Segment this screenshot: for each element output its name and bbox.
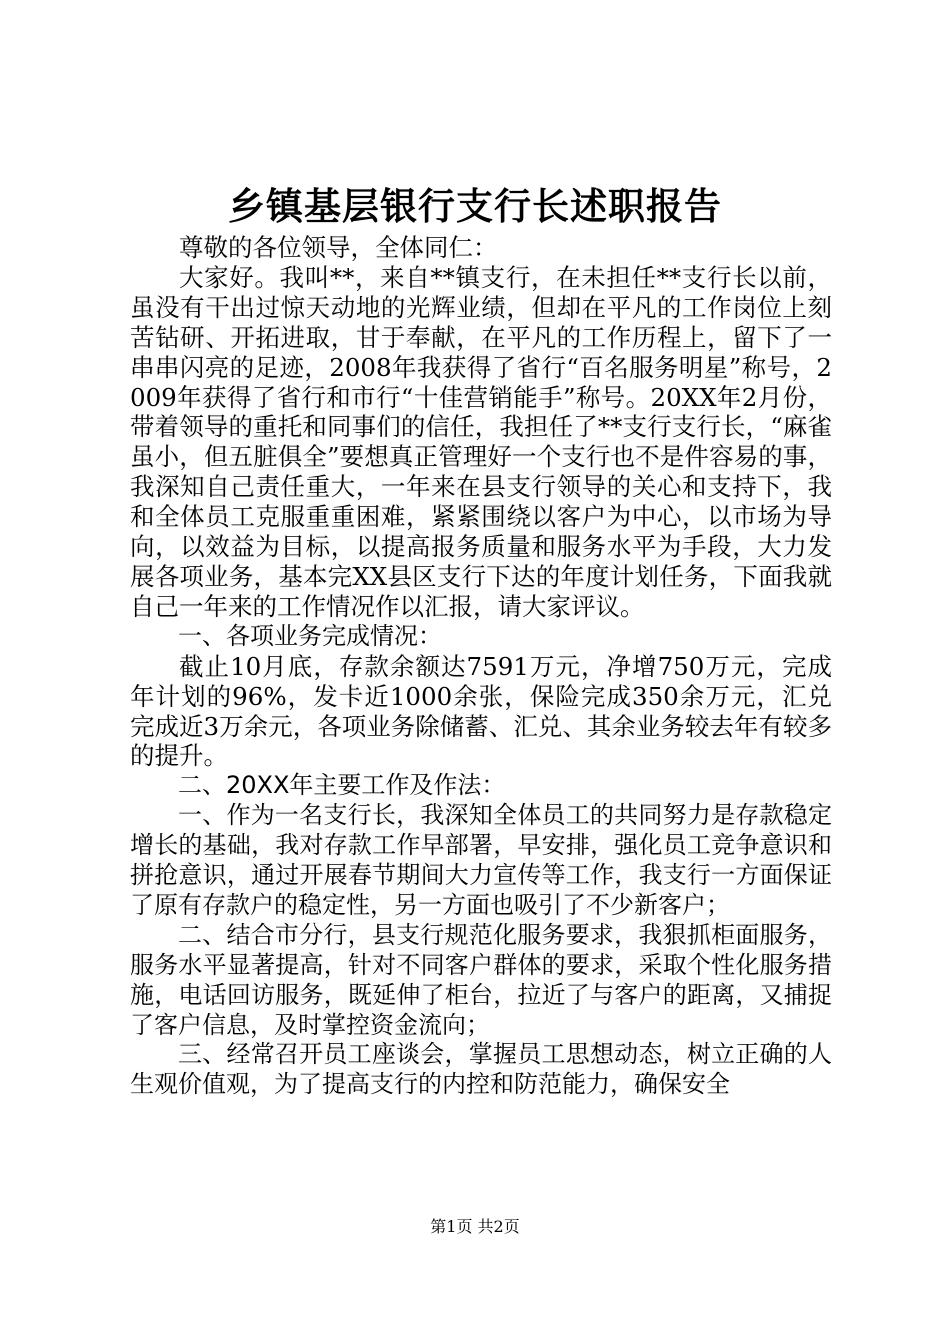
document-title: 乡镇基层银行支行长述职报告 bbox=[228, 184, 722, 228]
salutation-paragraph: 尊敬的各位领导，全体同仁： bbox=[179, 233, 498, 262]
page-number-footer: 第1页 共2页 bbox=[430, 1217, 520, 1236]
section-heading-main-work: 二、20XX年主要工作及作法： bbox=[178, 771, 506, 800]
section-heading-business: 一、各项业务完成情况： bbox=[178, 621, 442, 650]
work-item-paragraph-2: 二、结合市分行，县支行规范化服务要求，我狠抓柜面服务，服务水平显著提高，针对不同客户群体的要求，采取个性化服务措施，电话回访服务，既延伸了柜台，拉近了与客户的距离，又捕捉了客户信息，及时掌控资金流向； bbox=[130, 920, 832, 1039]
work-item-paragraph-1: 一、作为一名支行长，我深知全体员工的共同努力是存款稳定增长的基础，我对存款工作早部署，早安排，强化员工竞争意识和拼抢意识，通过开展春节期间大力宣传等工作，我支行一方面保证了原有存款户的稳定性，另一方面也吸引了不少新客户； bbox=[130, 801, 832, 919]
document-body bbox=[130, 233, 832, 1100]
intro-paragraph: 大家好。我叫**，来自**镇支行，在未担任**支行长以前，虽没有干出过惊天动地的光辉业绩，但却在平凡的工作岗位上刻苦钻研、开拓进取，甘于奉献，在平凡的工作历程上，留下了一串串闪亮的足迹，2008年我获得了省行“百名服务明星”称号，2009年获得了省行和市行“十佳营销能手”称号。20XX年2月份，带着领导的重托和同事们的信任，我担任了**支行支行长，“麻雀虽小，但五脏俱全”要想真正管理好一个支行也不是件容易的事，我深知自己责任重大，一年来在县支行领导的关心和支持下，我和全体员工克服重重困难，紧紧围绕以客户为中心，以市场为导向，以效益为目标，以提高报务质量和服务水平为手段，大力发展各项业务，基本完XX县区支行下达的年度计划任务，下面我就自己一年来的工作情况作以汇报，请大家评议。 bbox=[130, 262, 832, 621]
work-item-paragraph-3: 三、经常召开员工座谈会，掌握员工思想动态，树立正确的人生观价值观，为了提高支行的内控和防范能力，确保安全 bbox=[130, 1040, 832, 1099]
business-results-paragraph: 截止10月底，存款余额达7591万元，净增750万元，完成年计划的96%，发卡近1000余张，保险完成350余万元，汇兑完成近3万余元，各项业务除储蓄、汇兑、其余业务较去年有较多的提升。 bbox=[130, 651, 832, 771]
